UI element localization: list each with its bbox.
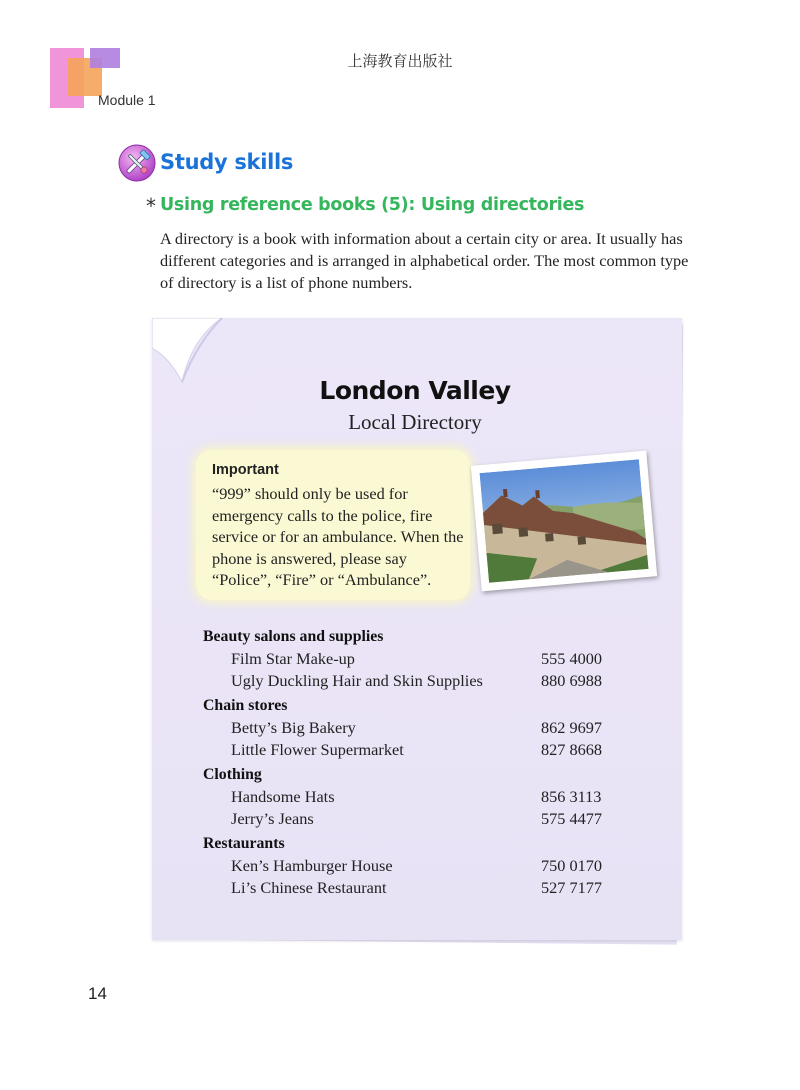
entry-phone: 575 4477 [541,809,603,828]
list-item [203,670,613,692]
intro-paragraph: A directory is a book with information about a certain city or area. It usually has different categories and is arranged in alphabetical order. The most common type of directory is a list of phone numbers. [160,229,689,292]
category-group [203,764,613,830]
entry-phone: 527 7177 [541,878,603,897]
entry-phone: 862 9697 [541,718,603,737]
list-item [203,808,613,830]
tools-icon [118,144,156,182]
list-item [203,786,613,808]
entry-name: Little Flower Supermarket [231,740,404,759]
section-subtitle: Using reference books (5): Using directories [160,195,585,215]
entry-phone: 880 6988 [541,671,603,690]
important-text: “999” should only be used for emergency calls to the police, fire service or for an ambulance. When the phone is answered, please say “Police”, “Fire” or “Ambulance”. [212,484,464,589]
entry-name: Betty’s Big Bakery [231,718,356,737]
list-item [203,717,613,739]
category-heading: Beauty salons and supplies [203,628,384,645]
list-item [203,648,613,670]
entry-phone: 555 4000 [541,649,603,668]
directory-listing [203,624,613,902]
list-item [203,877,613,899]
publisher-header: 上海教育出版社 [347,52,453,70]
entry-name: Ken’s Hamburger House [231,856,393,875]
category-heading: Restaurants [203,835,285,852]
directory-subtitle: Local Directory [348,410,482,434]
entry-phone: 856 3113 [541,787,602,806]
important-heading: Important [212,462,279,478]
directory-title: London Valley [319,376,511,405]
category-heading: Chain stores [203,697,288,714]
entry-name: Li’s Chinese Restaurant [231,878,387,897]
category-heading: Clothing [203,766,262,783]
list-item [203,855,613,877]
module-label: Module 1 [98,92,156,108]
category-group [203,833,613,899]
list-item [203,739,613,761]
entry-name: Handsome Hats [231,787,335,806]
section-title: Study skills [160,150,294,174]
entry-name: Ugly Duckling Hair and Skin Supplies [231,671,483,690]
entry-phone: 827 8668 [541,740,603,759]
entry-phone: 750 0170 [541,856,603,875]
page-number: 14 [88,984,107,1003]
category-group [203,695,613,761]
category-group [203,626,613,692]
village-photo [471,451,657,592]
asterisk-marker: * [146,194,156,218]
entry-name: Jerry’s Jeans [231,809,314,828]
entry-name: Film Star Make-up [231,649,355,668]
